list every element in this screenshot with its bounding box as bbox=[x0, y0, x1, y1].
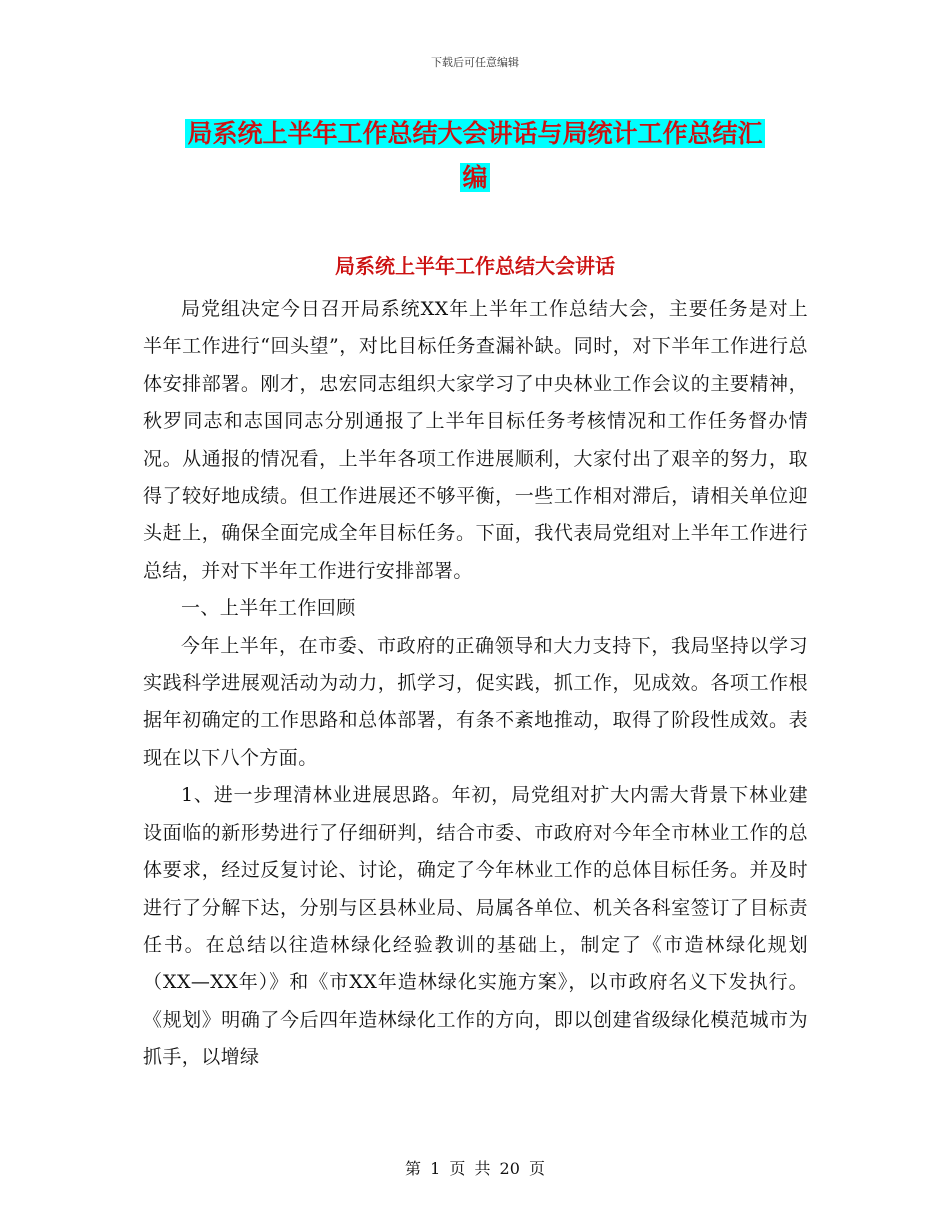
document-body bbox=[143, 291, 808, 1077]
page-header-note: 下载后可任意编辑 bbox=[431, 56, 519, 69]
heading-first-half-review: 一、上半年工作回顾 bbox=[181, 597, 356, 620]
document-title-line-2 bbox=[145, 158, 805, 194]
paragraph-intro: 局党组决定今日召开局系统XX年上半年工作总结大会，主要任务是对上半年工作进行“回头望”，对比目标任务查漏补缺。同时，对下半年工作进行总体安排部署。刚才，忠宏同志组织大家学习了中央林业工作会议的主要精神，秋罗同志和志国同志分别通报了上半年目标任务考核情况和工作任务督办情况。从通报的情况看，上半年各项工作进展顺利，大家付出了艰辛的努力，取得了较好地成绩。但工作进展还不够平衡，一些工作相对滞后，请相关单位迎头赶上，确保全面完成全年目标任务。下面，我代表局党组对上半年工作进行总结，并对下半年工作进行安排部署。 bbox=[143, 298, 808, 582]
document-title-line-1 bbox=[145, 114, 805, 150]
section-title: 局系统上半年工作总结大会讲话 bbox=[335, 254, 615, 278]
paragraph-overview: 今年上半年，在市委、市政府的正确领导和大力支持下，我局坚持以学习实践科学进展观活动为动力，抓学习，促实践，抓工作，见成效。各项工作根据年初确定的工作思路和总体部署，有条不紊地推动，取得了阶段性成效。表现在以下八个方面。 bbox=[143, 634, 808, 769]
document-title-text-2: 编 bbox=[462, 163, 488, 192]
paragraph-item-1: 1、进一步理清林业进展思路。年初，局党组对扩大内需大背景下林业建设面临的新形势进行了仔细研判，结合市委、市政府对今年全市林业工作的总体要求，经过反复讨论、讨论，确定了今年林业工作的总体目标任务。并及时进行了分解下达，分别与区县林业局、局属各单位、机关各科室签订了目标责任书。在总结以往造林绿化经验教训的基础上，制定了《市造林绿化规划（XX—XX年）》和《市XX年造林绿化实施方案》，以市政府名义下发执行。《规划》明确了今后四年造林绿化工作的方向，即以创建省级绿化模范城市为抓手，以增绿 bbox=[143, 784, 808, 1069]
document-title-text-1: 局系统上半年工作总结大会讲话与局统计工作总结汇 bbox=[187, 119, 763, 148]
page-footer: 第 1 页 共 20 页 bbox=[405, 1159, 545, 1178]
